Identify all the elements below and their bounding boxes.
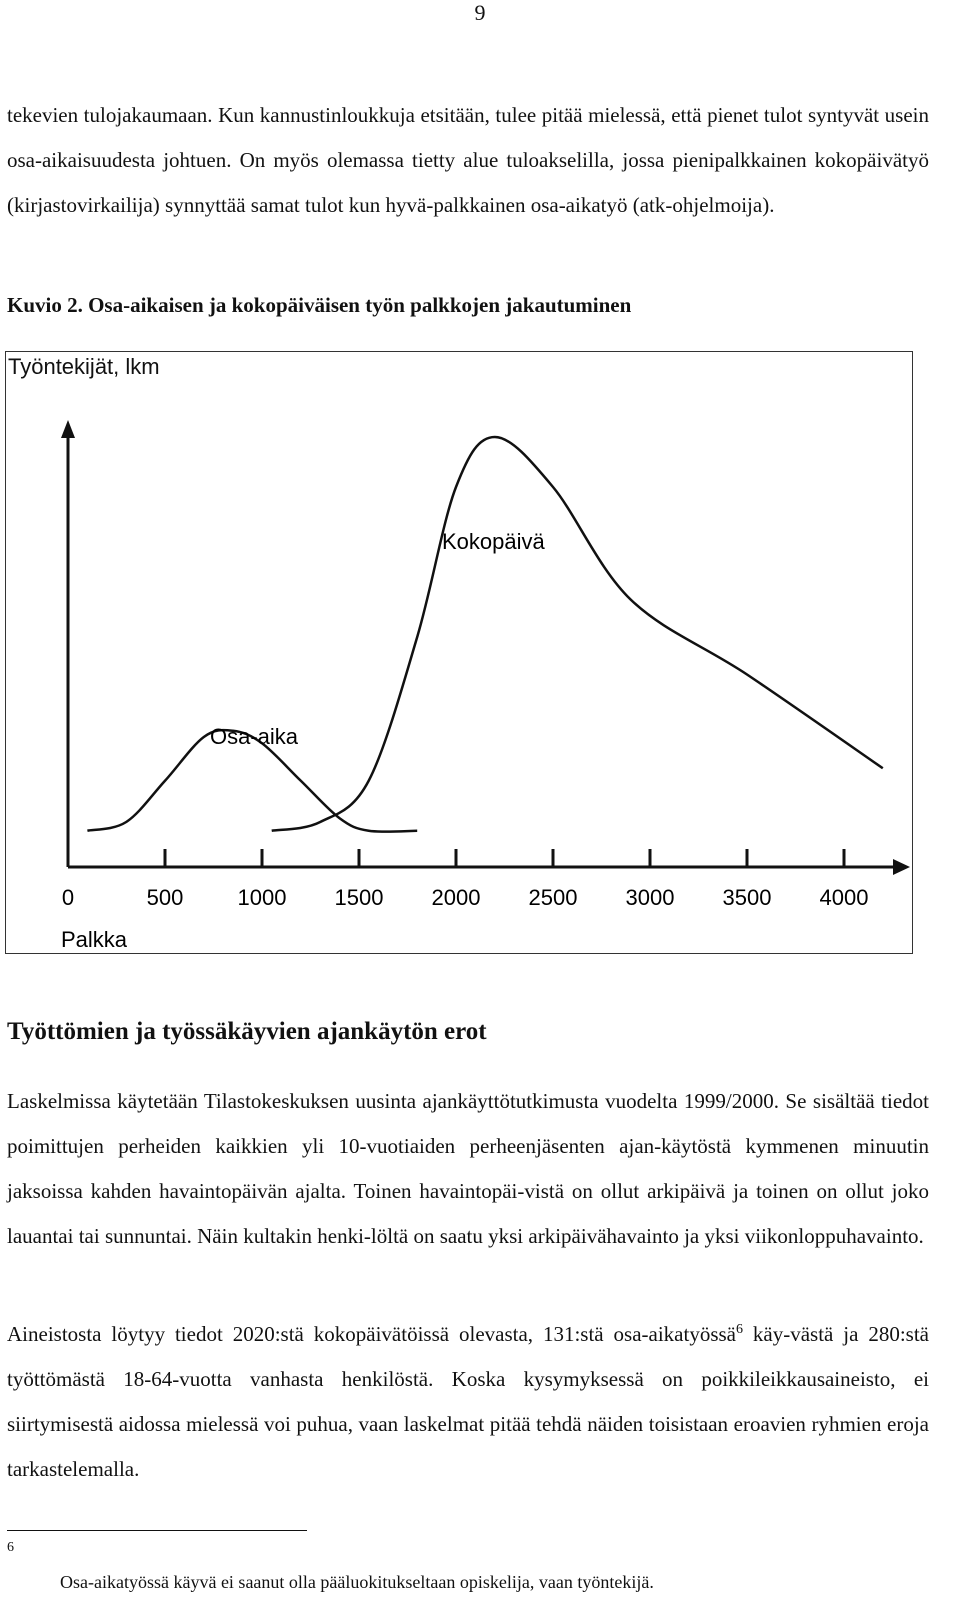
- series-label: Kokopäivä: [442, 529, 545, 554]
- x-tick-label: 1000: [237, 885, 287, 910]
- series-line-full-time: [272, 437, 883, 831]
- paragraph-data: [7, 1312, 929, 1492]
- x-tick-labels: [62, 885, 869, 910]
- paragraph-data-part1: Aineistosta löytyy tiedot 2020:stä kokopäivätöissä olevasta, 131:stä osa-aikatyössä: [7, 1322, 736, 1346]
- x-tick-label: 500: [146, 885, 184, 910]
- footnote-mark: 6: [7, 1540, 14, 1555]
- y-axis-label: Työntekijät, lkm: [8, 354, 160, 379]
- footnote-text: Osa-aikatyössä käyvä ei saanut olla pääluokitukseltaan opiskelija, vaan työntekijä.: [60, 1572, 654, 1592]
- x-axis-arrow: [893, 859, 910, 875]
- x-tick-label: 1500: [334, 885, 384, 910]
- series-group: [87, 437, 882, 832]
- paragraph-method: Laskelmissa käytetään Tilastokeskuksen uusinta ajankäyttötutkimusta vuodelta 1999/2000. Se sisältää tiedot poimittujen perheiden kaikkien yli 10-vuotiaiden perheenjäsenten ajan-käytöstä kymmenen minuutin jaksoissa kahden havaintopäivän ajalta. Toinen havaintopäi-vistä on ollut arkipäivä ja toinen on ollut joko lauantai tai sunnuntai. Näin kultakin henki-löltä on saatu yksi arkipäivähavainto ja yksi viikonloppuhavainto.: [7, 1089, 929, 1248]
- section-heading: Työttömien ja työssäkäyvien ajankäytön erot: [7, 1018, 487, 1045]
- y-axis-arrow: [61, 420, 75, 438]
- x-axis-label: Palkka: [61, 927, 128, 952]
- figure-caption: Kuvio 2. Osa-aikaisen ja kokopäiväisen työn palkkojen jakautuminen: [7, 293, 632, 317]
- series-label: Osa-aika: [210, 724, 299, 749]
- paragraph-data-part2: käy-västä ja 280:stä työttömästä 18-64-vuotta vanhasta henkilöstä. Koska kysymyksessä on poikkileikkausaineisto, ei siirtymisestä aidossa mielessä voi puhua, vaan laskelmat pitää tehdä näiden toisistaan eroavien ryhmien eroja tarkastelemalla.: [7, 1322, 930, 1481]
- chart-svg: [6, 352, 912, 953]
- x-tick-label: 3000: [625, 885, 675, 910]
- x-tick-label: 2000: [431, 885, 481, 910]
- x-tick-label: 2500: [528, 885, 578, 910]
- salary-distribution-chart: [5, 351, 913, 954]
- x-tick-label: 0: [61, 885, 75, 910]
- footnote-ref: 6: [736, 1322, 743, 1337]
- x-ticks: [165, 849, 844, 867]
- x-tick-label: 4000: [819, 885, 869, 910]
- x-tick-label: 3500: [722, 885, 772, 910]
- page-number: 9: [474, 0, 486, 25]
- paragraph-intro: tekevien tulojakaumaan. Kun kannustinloukkuja etsitään, tulee pitää mielessä, että pienet tulot syntyvät usein osa-aikaisuudesta johtuen. On myös olemassa tietty alue tuloakselilla, jossa pienipalkkainen kokopäivätyö (kirjastovirkailija) synnyttää samat tulot kun hyvä-palkkainen osa-aikatyö (atk-ohjelmoija).: [7, 103, 929, 217]
- footnote-rule: [7, 1530, 307, 1531]
